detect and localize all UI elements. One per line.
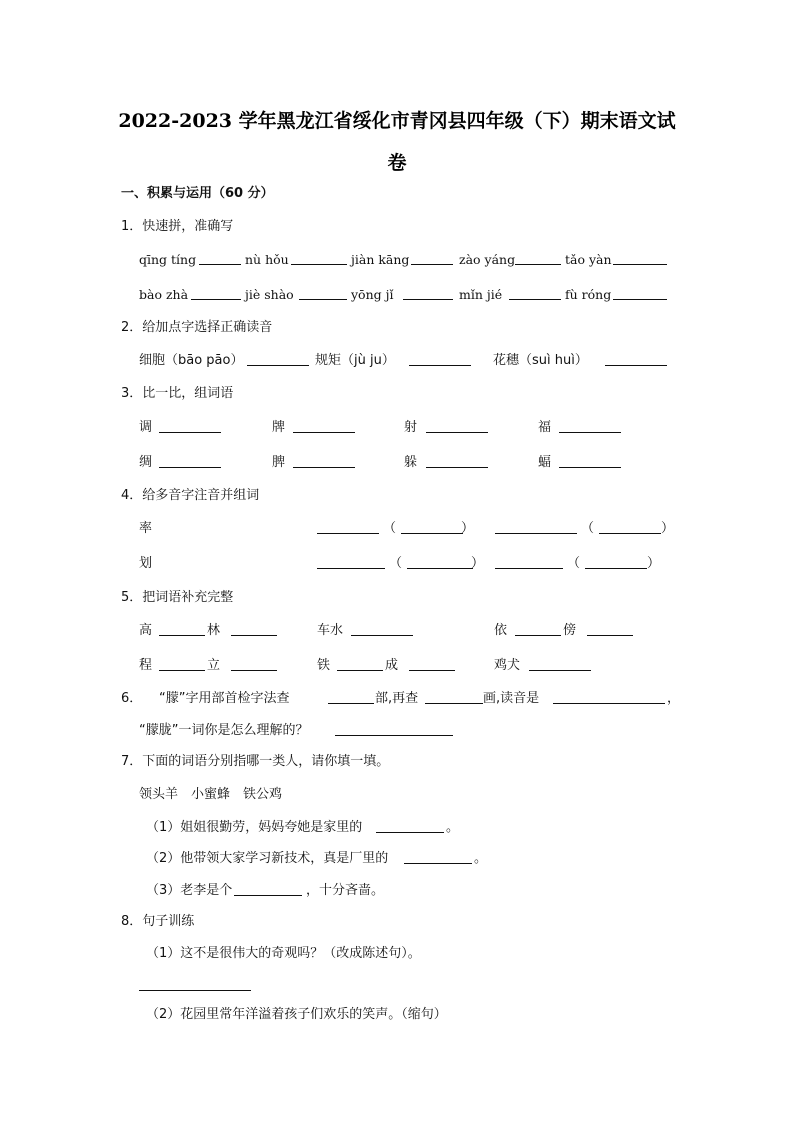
pinyin: yōng jǐ — [351, 287, 394, 302]
sentence-task-1: （1）这不是很伟大的奇观吗？（改成陈述句）。 — [146, 946, 421, 961]
idiom-char: 鸡犬 — [494, 658, 521, 673]
answer-blank[interactable] — [293, 420, 355, 433]
answer-blank[interactable] — [613, 252, 667, 265]
sentence-3 — [146, 883, 666, 901]
paren-open: （ — [581, 521, 595, 536]
answer-blank[interactable] — [529, 658, 591, 671]
answer-blank[interactable] — [159, 455, 221, 468]
sentence-text: （2）他带领大家学习新技术，真是厂里的 — [146, 851, 389, 866]
polyphone-row-1 — [139, 521, 679, 539]
pinyin-blank[interactable] — [585, 556, 647, 569]
answer-blank[interactable] — [317, 521, 379, 534]
pinyin: fù róng — [565, 287, 612, 302]
answer-blank[interactable] — [293, 455, 355, 468]
reading-item: 规矩（jù ju） — [315, 353, 395, 368]
compare-char: 射 — [404, 420, 418, 435]
pinyin: mǐn jié — [459, 287, 503, 302]
section-heading: 一、积累与运用（60 分） — [121, 186, 274, 201]
answer-blank[interactable] — [231, 623, 277, 636]
pinyin: zào yáng — [459, 252, 516, 267]
pinyin: qīng tíng — [139, 252, 197, 267]
sentence-text: （3）老李是个 — [146, 883, 233, 898]
polyphone-char: 率 — [139, 521, 153, 536]
question-4-title: 4．给多音字注音并组词 — [121, 488, 260, 503]
idiom-char: 高 — [139, 623, 153, 638]
compare-char: 绸 — [139, 455, 153, 470]
reading-item: 细胞（bāo pāo） — [139, 353, 244, 368]
answer-blank[interactable] — [553, 691, 665, 704]
paren-close: ） — [661, 521, 675, 536]
answer-blank[interactable] — [426, 455, 488, 468]
answer-blank[interactable] — [509, 287, 561, 300]
answer-blank[interactable] — [559, 420, 621, 433]
question-8-title: 8．句子训练 — [121, 914, 195, 929]
answer-blank[interactable] — [159, 658, 205, 671]
pinyin: jiàn kāng — [351, 252, 410, 267]
reading-item: 花穗（suì huì） — [493, 353, 588, 368]
answer-blank[interactable] — [351, 623, 413, 636]
paren-close: ） — [461, 521, 475, 536]
word-bank: 领头羊 小蜜蜂 铁公鸡 — [139, 787, 283, 802]
question-5-title: 5．把词语补充完整 — [121, 590, 234, 605]
answer-line[interactable] — [139, 978, 253, 992]
answer-blank[interactable] — [234, 883, 302, 896]
idiom-row-2 — [139, 658, 679, 676]
answer-blank[interactable] — [337, 658, 383, 671]
pinyin-blank[interactable] — [401, 521, 463, 534]
compare-char: 调 — [139, 420, 153, 435]
answer-blank[interactable] — [515, 252, 561, 265]
paren-close: ） — [647, 556, 661, 571]
answer-blank[interactable] — [411, 252, 453, 265]
question-6-text: 部,再查 — [375, 691, 419, 706]
question-6-line1 — [121, 691, 681, 709]
exam-title-line2: 卷 — [387, 152, 407, 174]
polyphone-char: 划 — [139, 556, 153, 571]
answer-blank[interactable] — [403, 287, 453, 300]
answer-blank[interactable] — [317, 556, 385, 569]
sentence-2 — [146, 851, 666, 869]
question-7-title: 7．下面的词语分别指哪一类人，请你填一填。 — [121, 754, 390, 769]
question-2-title: 2．给加点字选择正确读音 — [121, 320, 273, 335]
sentence-task-2: （2）花园里常年洋溢着孩子们欢乐的笑声。（缩句） — [146, 1007, 447, 1022]
answer-blank[interactable] — [159, 420, 221, 433]
reading-choice-row — [139, 353, 679, 371]
answer-blank[interactable] — [559, 455, 621, 468]
answer-blank[interactable] — [409, 658, 455, 671]
answer-blank[interactable] — [159, 623, 205, 636]
idiom-char: 傍 — [563, 623, 577, 638]
answer-blank[interactable] — [328, 691, 374, 704]
question-1-title: 1．快速拼，准确写 — [121, 219, 234, 234]
question-6-text: ， — [667, 691, 681, 706]
compare-char: 蝠 — [538, 455, 552, 470]
answer-blank[interactable] — [409, 353, 471, 366]
pinyin: tǎo yàn — [565, 252, 612, 267]
compare-row-1 — [139, 420, 679, 438]
answer-blank[interactable] — [613, 287, 667, 300]
compare-char: 牌 — [272, 420, 286, 435]
paren-open: （ — [383, 521, 397, 536]
sentence-text: 。 — [474, 851, 488, 866]
polyphone-row-2 — [139, 556, 679, 574]
paren-close: ） — [471, 556, 485, 571]
sentence-text: ，十分吝啬。 — [306, 883, 385, 898]
answer-blank[interactable] — [404, 851, 472, 864]
idiom-char: 铁 — [317, 658, 331, 673]
idiom-char: 依 — [494, 623, 508, 638]
answer-blank[interactable] — [515, 623, 561, 636]
idiom-row-1 — [139, 623, 679, 641]
answer-blank[interactable] — [247, 353, 309, 366]
answer-blank[interactable] — [199, 252, 241, 265]
sentence-text: （1）姐姐很勤劳，妈妈夸她是家里的 — [146, 820, 363, 835]
answer-blank[interactable] — [376, 820, 444, 833]
pinyin: bào zhà — [139, 287, 189, 302]
paren-open: （ — [567, 556, 581, 571]
answer-blank[interactable] — [291, 252, 347, 265]
idiom-char: 程 — [139, 658, 153, 673]
answer-blank[interactable] — [495, 521, 577, 534]
question-6-line2 — [139, 723, 679, 741]
pinyin-blank[interactable] — [407, 556, 473, 569]
exam-title-line1: 2022-2023 学年黑龙江省绥化市青冈县四年级（下）期末语文试 — [118, 110, 676, 132]
idiom-char: 林 — [207, 623, 221, 638]
compare-char: 福 — [538, 420, 552, 435]
question-6-number: 6． — [121, 691, 143, 706]
sentence-1 — [146, 820, 666, 838]
answer-blank[interactable] — [231, 658, 277, 671]
question-6-text: 画,读音是 — [483, 691, 540, 706]
answer-blank[interactable] — [299, 287, 347, 300]
question-6-text: “朦”字用部首检字法查 — [159, 691, 290, 706]
idiom-char: 车水 — [317, 623, 344, 638]
compare-char: 脾 — [272, 455, 286, 470]
answer-blank[interactable] — [587, 623, 633, 636]
answer-blank[interactable] — [335, 723, 453, 736]
answer-blank[interactable] — [191, 287, 241, 300]
answer-blank[interactable] — [425, 691, 483, 704]
answer-blank[interactable] — [139, 978, 251, 991]
compare-row-2 — [139, 455, 679, 473]
compare-char: 躲 — [404, 455, 418, 470]
pinyin-blank[interactable] — [599, 521, 661, 534]
question-6-text: “朦胧”一词你是怎么理解的？ — [139, 723, 309, 738]
paren-open: （ — [389, 556, 403, 571]
question-3-title: 3．比一比，组词语 — [121, 386, 234, 401]
answer-blank[interactable] — [605, 353, 667, 366]
pinyin: jiè shào — [245, 287, 294, 302]
idiom-char: 成 — [385, 658, 399, 673]
pinyin: nù hǒu — [245, 252, 289, 267]
sentence-text: 。 — [446, 820, 460, 835]
answer-blank[interactable] — [426, 420, 488, 433]
idiom-char: 立 — [207, 658, 221, 673]
answer-blank[interactable] — [495, 556, 563, 569]
